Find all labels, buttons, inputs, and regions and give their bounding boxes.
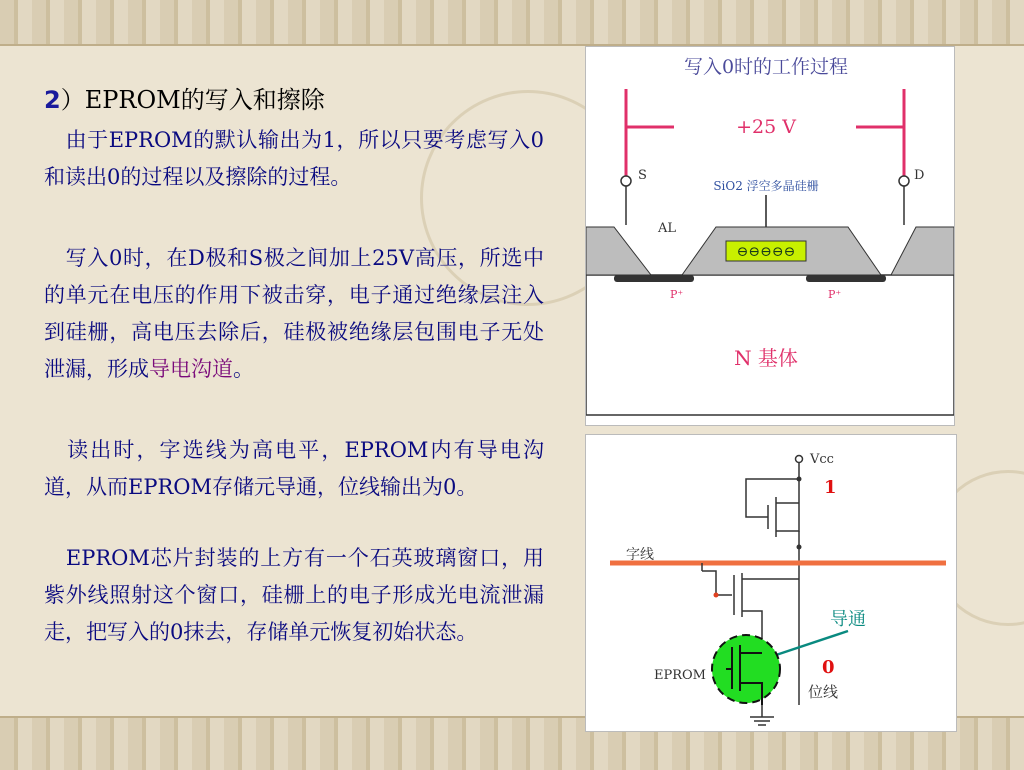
drain-terminal xyxy=(899,176,909,186)
eprom-label: EPROM xyxy=(654,668,706,683)
diagram-title: 写入0时的工作过程 xyxy=(683,56,849,78)
drain-label: D xyxy=(914,168,925,183)
gate-electrons: ⊖⊖⊖⊖⊖ xyxy=(736,244,796,260)
conduct-arrow xyxy=(770,631,848,657)
bit-line-node xyxy=(797,545,802,550)
vcc-label: Vcc xyxy=(810,452,834,467)
load-transistor xyxy=(746,463,799,537)
paragraph-write-zero-end: 。 xyxy=(233,357,254,381)
write-process-diagram xyxy=(585,46,955,426)
right-p-label: P⁺ xyxy=(828,288,842,301)
slide-heading xyxy=(44,80,325,115)
select-gate-node xyxy=(714,593,719,598)
paragraph-default-output: 由于EPROM的默认输出为1，所以只要考虑写入0和读出0的过程以及擦除的过程。 xyxy=(44,128,544,189)
word-line-label: 字线 xyxy=(626,547,654,563)
right-p-region xyxy=(806,275,886,282)
left-p-region xyxy=(614,275,694,282)
right-voltage-wire xyxy=(856,89,904,177)
output-zero-label: 0 xyxy=(822,657,835,678)
conduct-label: 导通 xyxy=(830,609,866,630)
right-oxide xyxy=(891,227,954,275)
left-p-label: P⁺ xyxy=(670,288,684,301)
circuit-svg xyxy=(586,435,956,731)
ground-icon xyxy=(750,705,774,725)
top-border xyxy=(0,0,1024,46)
paragraph-write-zero xyxy=(44,240,544,388)
output-one-label: 1 xyxy=(824,477,837,498)
cross-section-svg xyxy=(586,47,954,425)
source-terminal xyxy=(621,176,631,186)
vcc-terminal xyxy=(796,456,803,463)
paragraph-erase: EPROM芯片封装的上方有一个石英玻璃窗口，用紫外线照射这个窗口，硅栅上的电子形成光电流泄漏走，把写入的0抹去，存储单元恢复初始状态。 xyxy=(44,546,544,644)
n-substrate xyxy=(586,275,954,415)
read-circuit-diagram xyxy=(585,434,957,732)
eprom-cell-highlight xyxy=(712,635,780,703)
heading-text: ）EPROM的写入和擦除 xyxy=(60,86,325,114)
heading-number: 2 xyxy=(44,86,61,114)
left-voltage-wire xyxy=(626,89,674,177)
al-label: AL xyxy=(658,221,677,236)
paragraph-read: 读出时，字选线为高电平，EPROM内有导电沟道，从而EPROM存储元导通，位线输出为0。 xyxy=(44,438,544,499)
vcc-node xyxy=(797,477,802,482)
paragraph-write-zero-text: 写入0时，在D极和S极之间加上25V高压，所选中的单元在电压的作用下被击穿，电子通过绝缘层注入到硅栅，高电压去除后，硅极被绝缘层包围电子无处泄漏，形成 xyxy=(44,246,544,381)
conductive-channel-term: 导电沟道 xyxy=(149,357,233,381)
source-label: S xyxy=(638,168,647,183)
substrate-label: N 基体 xyxy=(734,346,798,370)
bit-line-label: 位线 xyxy=(808,683,839,701)
voltage-label: +25 V xyxy=(736,116,796,138)
left-oxide xyxy=(586,227,651,275)
gate-label: SiO2 浮空多晶硅栅 xyxy=(713,179,819,193)
